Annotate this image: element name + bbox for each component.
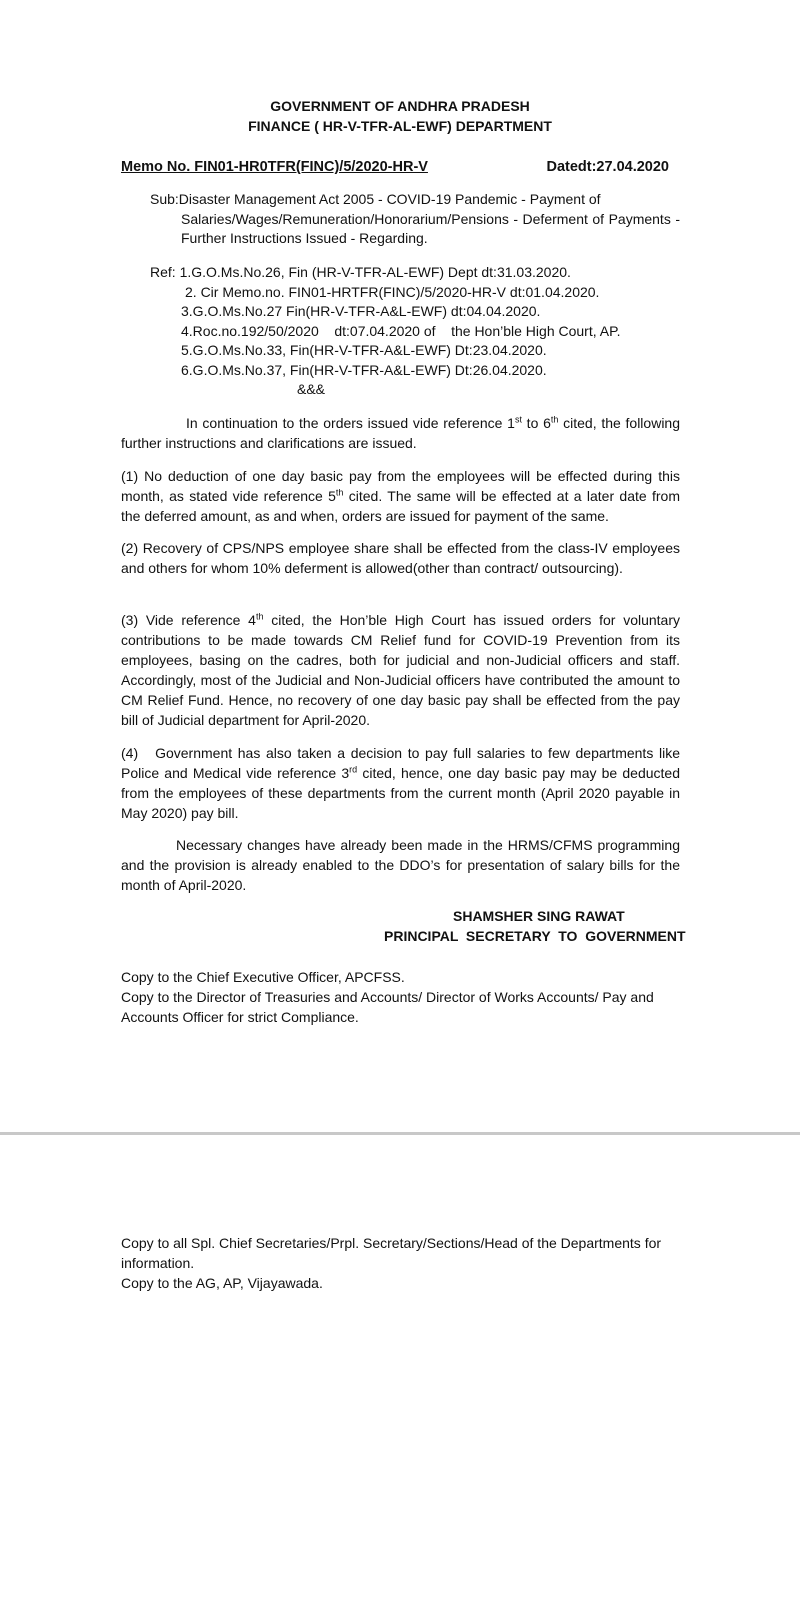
- instruction-4: (4) Government has also taken a decision to pay full salaries to few departments like Police and Medical vide reference 3rd cited, hence, one day basic pay may be deducted from the employees of these departments from the current month (April 2020 payable in May 2020) pay bill.: [121, 745, 684, 821]
- memo-date: Datedt:27.04.2020: [546, 159, 669, 175]
- copy-to-item: Copy to the Chief Executive Officer, APCFSS.: [121, 969, 405, 985]
- copy-to-item: Copy to all Spl. Chief Secretaries/Prpl. Secretary/Sections/Head of the Departments for information.: [121, 1235, 662, 1271]
- department-subheading: FINANCE ( HR-V-TFR-AL-EWF) DEPARTMENT: [248, 118, 552, 134]
- reference-4: 4.Roc.no.192/50/2020 dt:07.04.2020 of the Hon’ble High Court, AP.: [181, 322, 621, 339]
- instruction-3: (3) Vide reference 4th cited, the Hon’ble High Court has issued orders for voluntary contributions to be made towards CM Relief fund for COVID-19 Prevention from its employees, basing on the cadres, both for judicial and non-Judicial officers and staff. Accordingly, most of the Judicial and Non-Judicial officers have contributed the amount to CM Relief Fund. Hence, no recovery of one day basic pay shall be effected from the pay bill of Judicial department for April-2020.: [121, 611, 680, 728]
- intro-paragraph: In continuation to the orders issued vide reference 1st to 6th cited, the following further instructions and clarifications are issued.: [121, 414, 680, 451]
- memo-number: Memo No. FIN01-HR0TFR(FINC)/5/2020-HR-V: [121, 159, 428, 175]
- signatory-title: PRINCIPAL SECRETARY TO GOVERNMENT: [384, 928, 686, 944]
- department-heading: GOVERNMENT OF ANDHRA PRADESH: [270, 98, 530, 114]
- reference-1: Ref: 1.G.O.Ms.No.26, Fin (HR-V-TFR-AL-EWF) Dept dt:31.03.2020.: [150, 264, 571, 280]
- reference-separator: &&&: [297, 381, 326, 397]
- instruction-1: (1) No deduction of one day basic pay from the employees will be effected during this month, as stated vide reference 5th cited. The same will be effected at a later date from the deferred amount, as and when, orders are issued for payment of the same.: [121, 468, 680, 524]
- reference-5: 5.G.O.Ms.No.33, Fin(HR-V-TFR-A&L-EWF) Dt:23.04.2020.: [181, 342, 547, 358]
- reference-3: 3.G.O.Ms.No.27 Fin(HR-V-TFR-A&L-EWF) dt:04.04.2020.: [181, 303, 541, 319]
- closing-paragraph: Necessary changes have already been made in the HRMS/CFMS programming and the provision is already enabled to the DDO’s for presentation of salary bills for the month of April-2020.: [121, 837, 680, 893]
- subject-line-1: Sub:Disaster Management Act 2005 - COVID-19 Pandemic - Payment of: [150, 191, 601, 207]
- copy-to-item: Copy to the Director of Treasuries and Accounts/ Director of Works Accounts/ Pay and Accounts Officer for strict Compliance.: [121, 989, 654, 1025]
- instruction-2: (2) Recovery of CPS/NPS employee share shall be effected from the class-IV employees and others for whom 10% deferment is allowed(other than contract/ outsourcing).: [121, 540, 680, 576]
- signatory-name: SHAMSHER SING RAWAT: [453, 908, 625, 924]
- page-divider: [0, 1132, 800, 1135]
- copy-to-item: Copy to the AG, AP, Vijayawada.: [121, 1275, 323, 1291]
- subject-block: [150, 190, 680, 249]
- reference-2: 2. Cir Memo.no. FIN01-HRTFR(FINC)/5/2020-HR-V dt:01.04.2020.: [185, 283, 600, 300]
- memo-line: [121, 159, 669, 175]
- references-block: [150, 263, 690, 400]
- subject-continuation: Salaries/Wages/Remuneration/Honorarium/Pensions - Deferment of Payments - Further Instructions Issued - Regarding.: [181, 210, 680, 246]
- copy-to-block-page-2: [121, 1233, 680, 1293]
- reference-6: 6.G.O.Ms.No.37, Fin(HR-V-TFR-A&L-EWF) Dt:26.04.2020.: [181, 361, 547, 378]
- copy-to-block: [121, 967, 680, 1027]
